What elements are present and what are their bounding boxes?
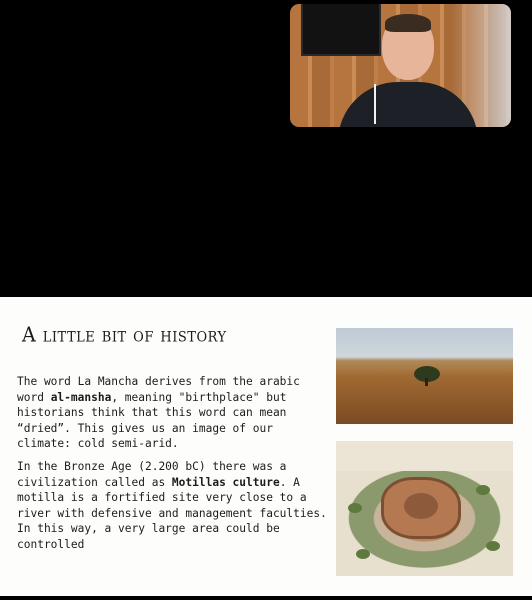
background-tv — [301, 4, 381, 56]
paragraph-text: The word La Mancha derives from the arabic word — [17, 375, 300, 404]
tree-trunk — [425, 378, 428, 386]
illustration-bush — [348, 503, 362, 513]
illustration-bush — [356, 549, 370, 559]
bottom-edge — [0, 596, 532, 600]
shared-slide — [0, 297, 532, 598]
bold-term: Motillas culture — [171, 475, 280, 489]
illustration-bush — [476, 485, 490, 495]
bold-term: al-mansha — [50, 390, 112, 404]
motilla-illustration — [336, 441, 513, 576]
participant-video-tile[interactable] — [290, 4, 511, 127]
slide-paragraph-1 — [17, 374, 327, 452]
illustration-bush — [486, 541, 500, 551]
paragraph-text: . A motilla is a fortified site very close to a river with defensive and management faculties. In this way, a very large area could be controlled — [17, 475, 327, 551]
earphone-cable — [374, 84, 376, 124]
paragraph-text: In the Bronze Age (2.200 bC) there was a civilization called as — [17, 460, 287, 489]
paragraph-text: , meaning "birthplace" but historians think that this word can mean “dried”. This gives us an image of our climate: cold semi-arid. — [17, 390, 287, 451]
participant-hair — [385, 14, 431, 32]
illustration-fort-inner — [404, 493, 438, 519]
landscape-photo — [336, 328, 513, 424]
slide-paragraph-2 — [17, 459, 327, 553]
slide-title: A little bit of history — [22, 323, 227, 348]
